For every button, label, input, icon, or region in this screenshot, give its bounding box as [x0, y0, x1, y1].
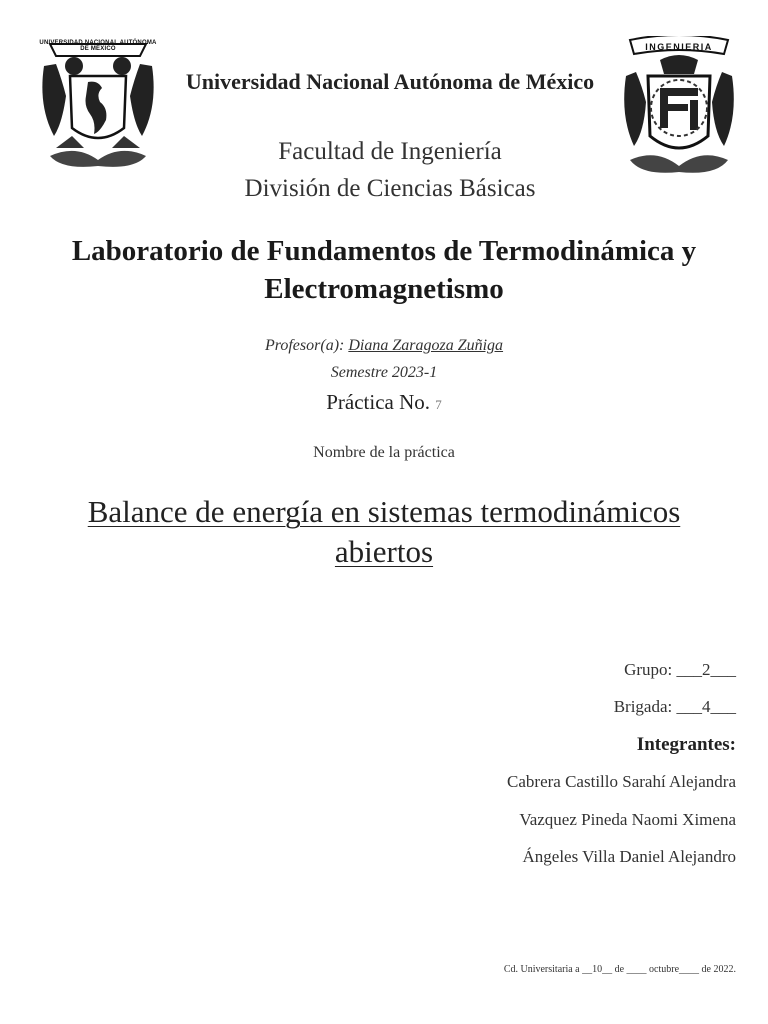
member-1: Cabrera Castillo Sarahí Alejandra	[507, 772, 736, 791]
lab-title-text: Laboratorio de Fundamentos de Termodinámica y Electromagnetismo	[71, 235, 697, 305]
date-line: Cd. Universitaria a __10__ de ____ octubre____ de 2022.	[503, 964, 736, 975]
member-2: Vazquez Pineda Naomi Ximena	[519, 810, 736, 829]
division-name: División de Ciencias Básicas	[244, 175, 536, 202]
professor-line	[0, 337, 768, 355]
semester: Semestre 2023-1	[330, 364, 438, 381]
practice-name-label: Nombre de la práctica	[313, 444, 455, 461]
fi-logo	[620, 36, 738, 178]
members-heading: Integrantes:	[636, 734, 736, 755]
professor-label: Profesor(a):	[264, 337, 349, 354]
practice-number: 7	[435, 397, 442, 412]
brigade: Brigada: ___4___	[613, 697, 736, 716]
unam-logo	[36, 36, 160, 176]
group: Grupo: ___2___	[624, 660, 736, 679]
practice-title-text: Balance de energía en sistemas termodinámicos abiertos	[87, 494, 681, 569]
professor-name: Diana Zaragoza Zuñiga	[348, 337, 504, 354]
lab-title	[0, 232, 768, 308]
member-3: Ángeles Villa Daniel Alejandro	[522, 847, 736, 866]
faculty-name: Facultad de Ingeniería	[278, 138, 502, 165]
unam-seal-icon	[36, 36, 160, 176]
fi-seal-text: INGENIERIA	[645, 42, 713, 52]
university-name: Universidad Nacional Autónoma de México	[185, 69, 595, 94]
unam-seal-text: UNIVERSIDAD NACIONAL AUTÓNOMA DE MÉXICO	[39, 40, 157, 52]
practice-label: Práctica No.	[326, 390, 436, 414]
practice-number-line	[0, 390, 768, 415]
fi-seal-icon	[620, 36, 738, 178]
practice-title	[0, 492, 768, 572]
